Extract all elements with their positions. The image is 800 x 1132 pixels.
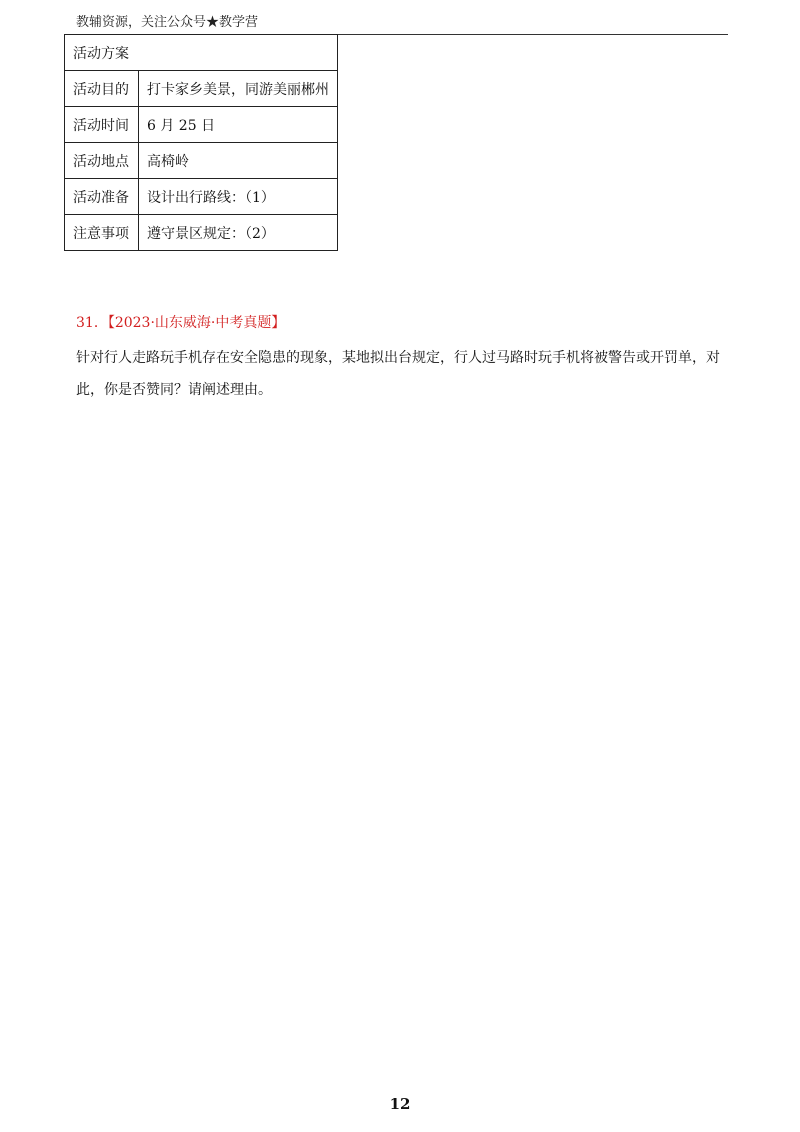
table-row (65, 35, 338, 71)
row-value: 6 月 25 日 (139, 107, 338, 143)
row-value: 打卡家乡美景，同游美丽郴州 (139, 71, 338, 107)
table-row (65, 215, 338, 251)
question-text: 针对行人走路玩手机存在安全隐患的现象，某地拟出台规定，行人过马路时玩手机将被警告或开罚单，对此，你是否赞同？请阐述理由。 (76, 350, 720, 398)
row-value: 高椅岭 (139, 143, 338, 179)
table-row (65, 179, 338, 215)
question-number: 31． (76, 315, 108, 331)
activity-plan-table (64, 34, 338, 251)
row-value: 遵守景区规定：（2） (139, 215, 338, 251)
row-label: 活动目的 (65, 71, 139, 107)
question-source: 【2023·山东威海·中考真题】 (107, 315, 286, 331)
table-title: 活动方案 (65, 35, 338, 71)
row-label: 活动地点 (65, 143, 139, 179)
table-row (65, 143, 338, 179)
row-label: 注意事项 (65, 215, 139, 251)
row-label: 活动准备 (65, 179, 139, 215)
row-label: 活动时间 (65, 107, 139, 143)
table-row (65, 107, 338, 143)
table-row (65, 71, 338, 107)
row-value: 设计出行路线：（1） (139, 179, 338, 215)
page-number: 12 (389, 1095, 411, 1113)
question-heading (76, 313, 285, 333)
page-header: 教辅资源，关注公众号★教学营 (76, 15, 259, 30)
